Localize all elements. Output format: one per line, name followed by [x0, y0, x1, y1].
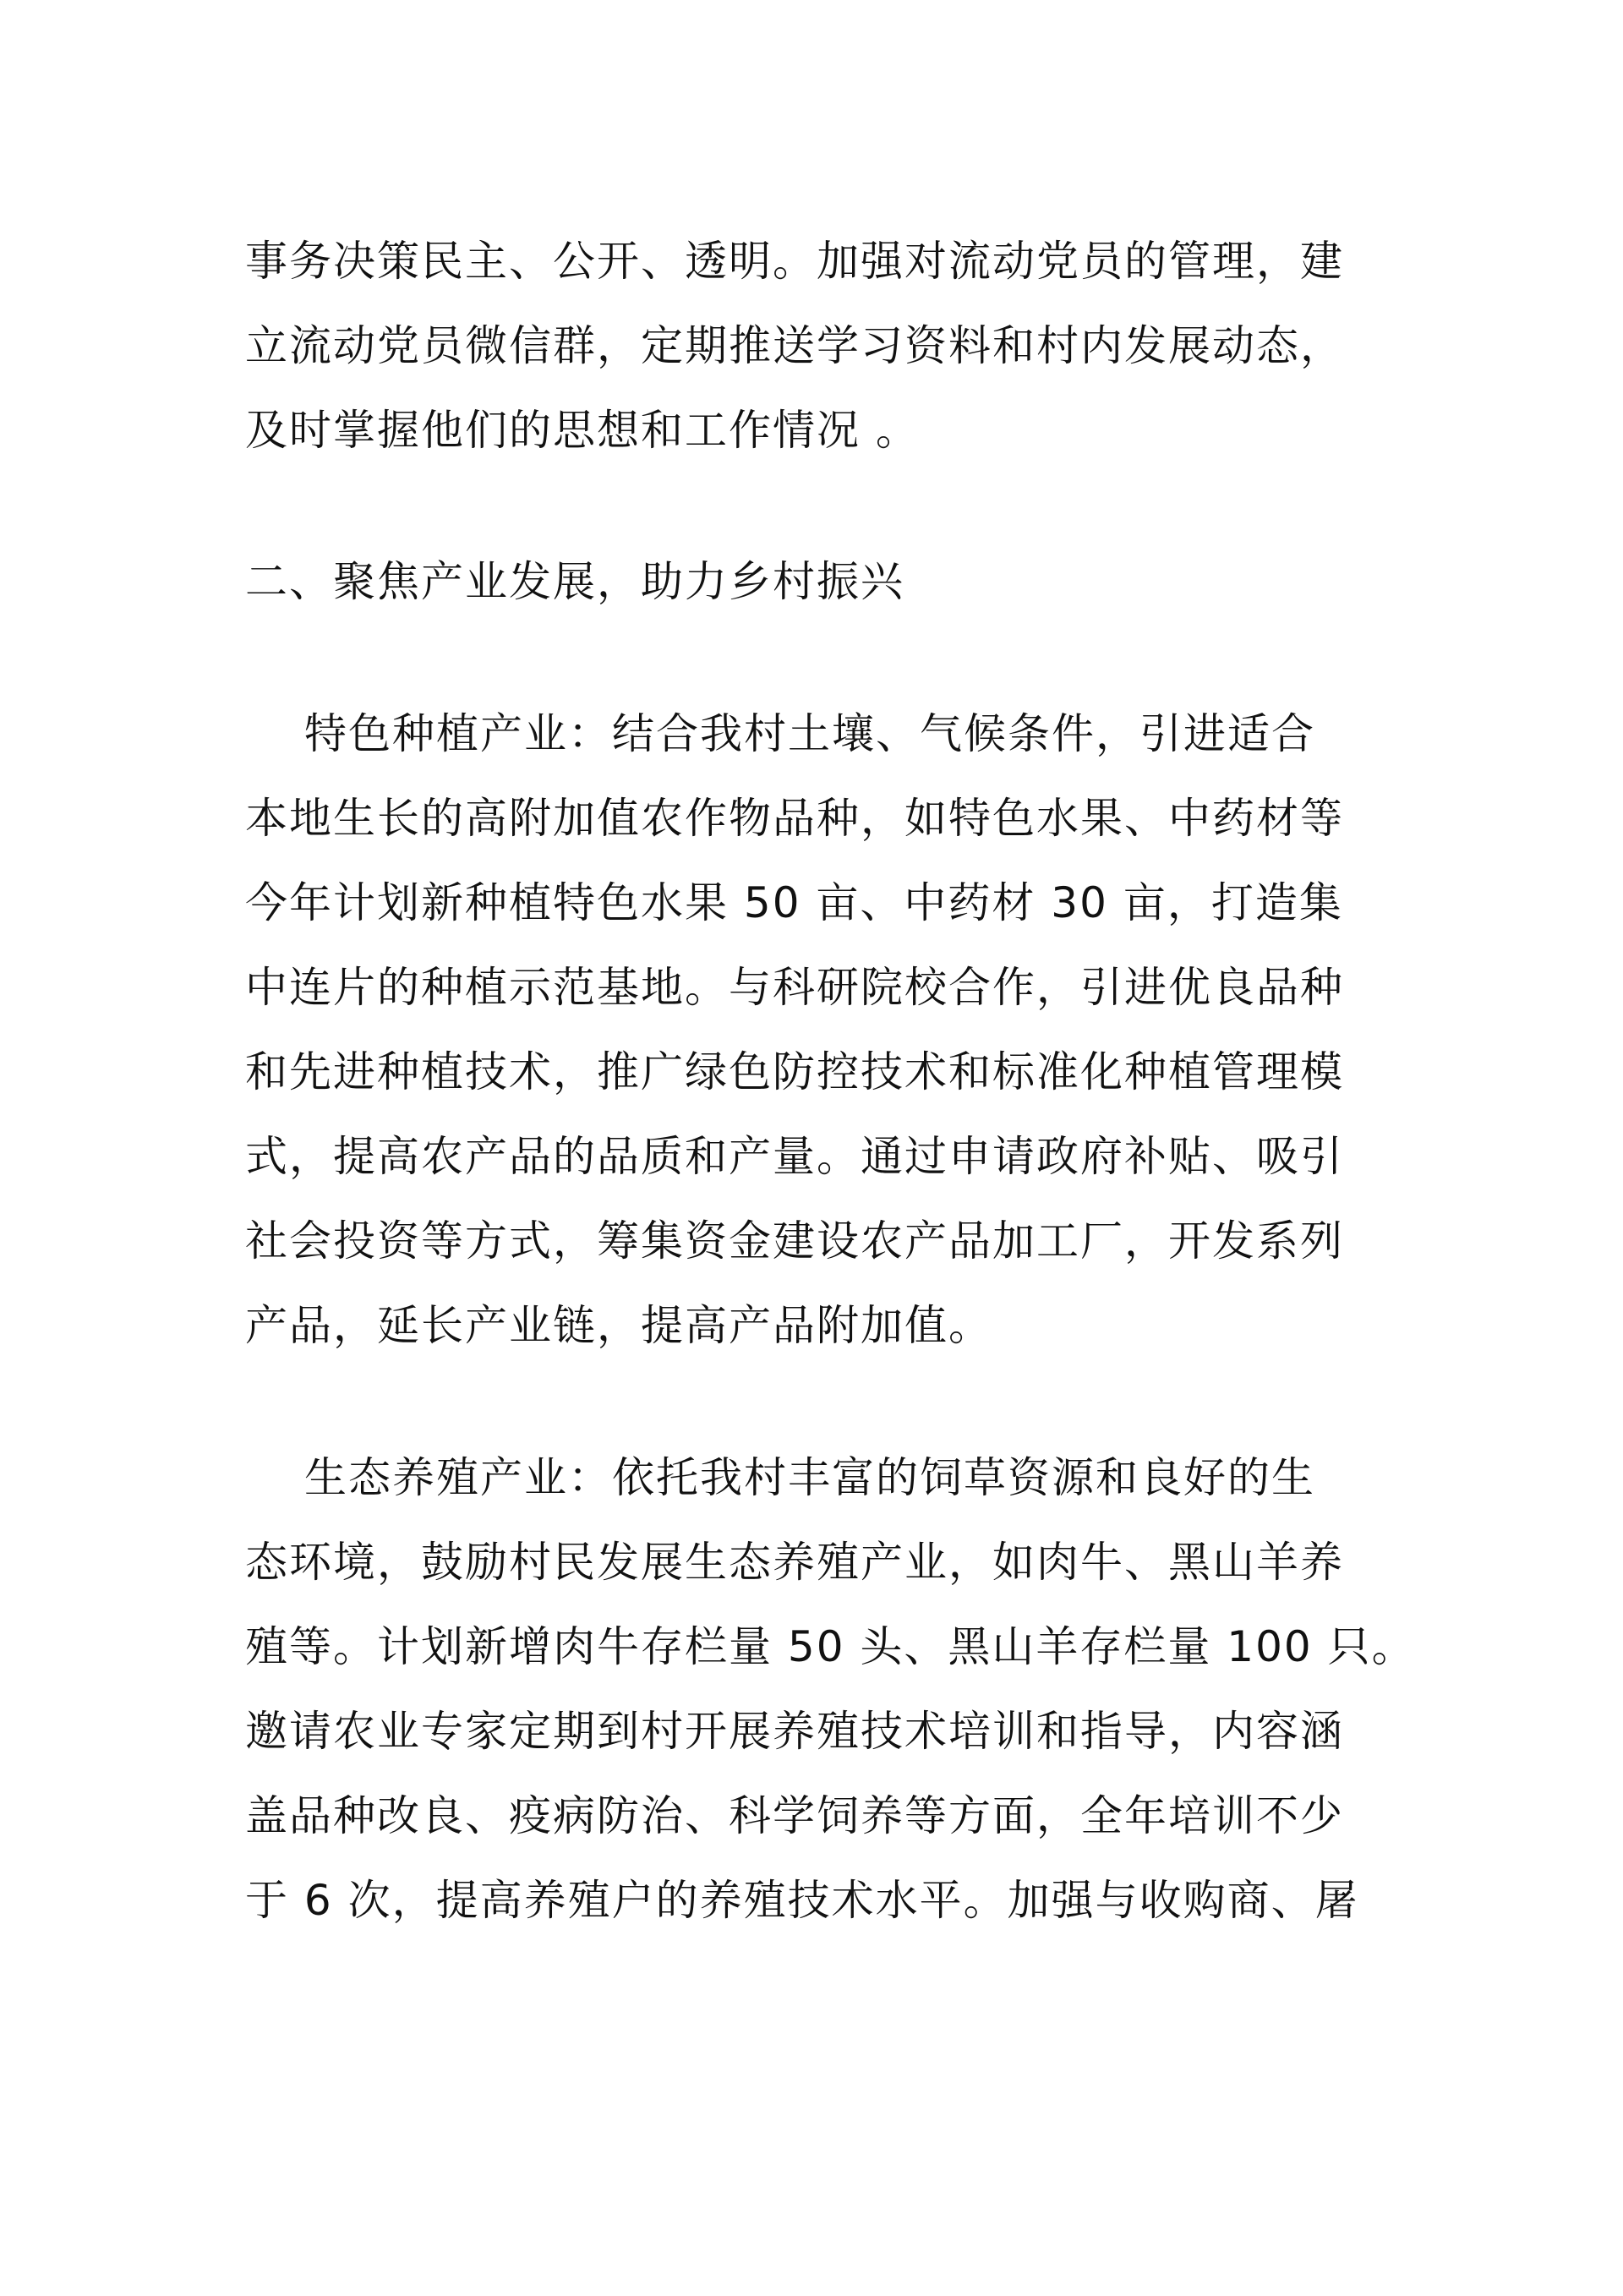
paragraph-line: 中连片的种植示范基地。与科研院校合作，引进优良品种 — [245, 963, 1344, 1012]
paragraph-line: 产品，延长产业链，提高产品附加值。 — [245, 1301, 992, 1350]
paragraph-line: 盖品种改良、疫病防治、科学饲养等方面，全年培训不少 — [245, 1791, 1344, 1840]
paragraph-line: 于 6 次，提高养殖户的养殖技术水平。加强与收购商、屠 — [245, 1876, 1359, 1925]
paragraph-line: 邀请农业专家定期到村开展养殖技术培训和指导，内容涵 — [245, 1707, 1344, 1756]
paragraph-line: 社会投资等方式，筹集资金建设农产品加工厂，开发系列 — [245, 1216, 1344, 1266]
paragraph-line: 和先进种植技术，推广绿色防控技术和标准化种植管理模 — [245, 1047, 1344, 1096]
paragraph-line: 事务决策民主、公开、透明。加强对流动党员的管理，建 — [245, 237, 1344, 286]
paragraph-line: 生态养殖产业：依托我村丰富的饲草资源和良好的生 — [304, 1453, 1315, 1502]
paragraph-line: 态环境，鼓励村民发展生态养殖产业，如肉牛、黑山羊养 — [245, 1538, 1344, 1587]
paragraph-line: 殖等。计划新增肉牛存栏量 50 头、黑山羊存栏量 100 只。 — [245, 1622, 1416, 1671]
paragraph-line: 式，提高农产品的品质和产量。通过申请政府补贴、吸引 — [245, 1132, 1344, 1181]
paragraph-line: 本地生长的高附加值农作物品种，如特色水果、中药材等 — [245, 794, 1344, 843]
paragraph-line: 特色种植产业：结合我村土壤、气候条件，引进适合 — [304, 709, 1315, 758]
paragraph-line: 今年计划新种植特色水果 50 亩、中药材 30 亩，打造集 — [245, 878, 1343, 927]
section-heading: 二、聚焦产业发展，助力乡村振兴 — [245, 557, 904, 606]
paragraph-line: 立流动党员微信群，定期推送学习资料和村内发展动态， — [245, 321, 1344, 370]
paragraph-line: 及时掌握他们的思想和工作情况 。 — [245, 406, 920, 455]
